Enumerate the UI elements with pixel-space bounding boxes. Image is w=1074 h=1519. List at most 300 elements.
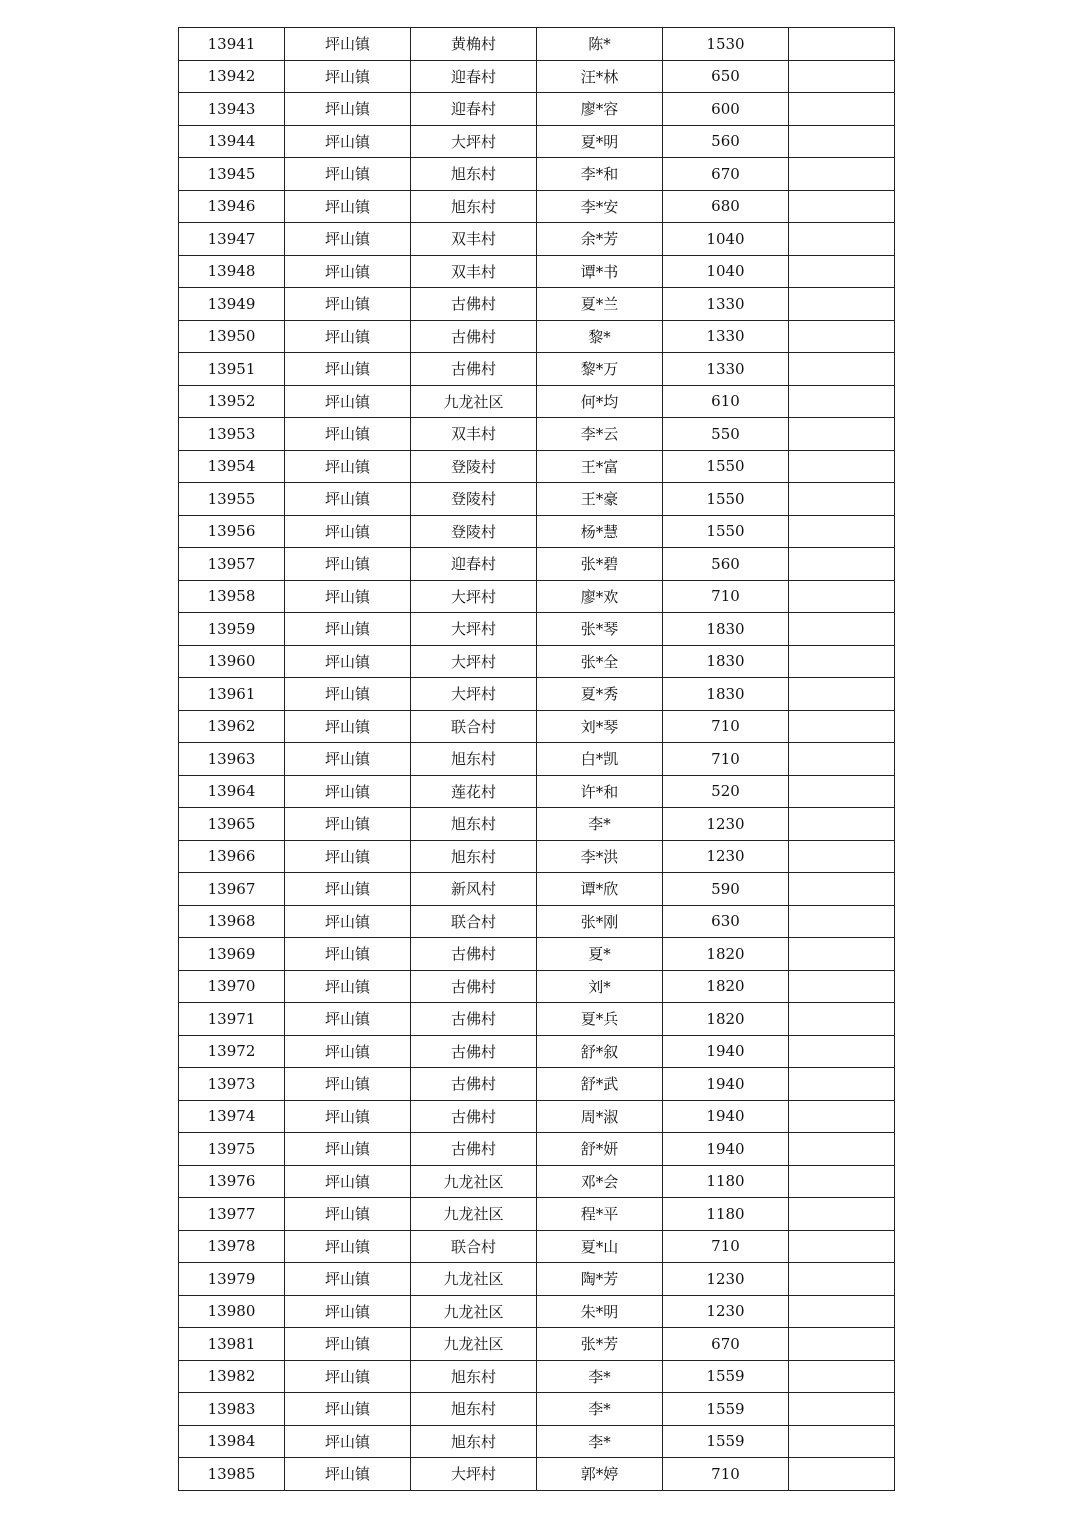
serial-number-cell: 13978 (179, 1230, 285, 1263)
village-cell: 迎春村 (411, 60, 537, 93)
township-cell: 坪山镇 (285, 1263, 411, 1296)
remark-cell (789, 938, 895, 971)
table-row (179, 1198, 895, 1231)
amount-cell: 650 (663, 60, 789, 93)
remark-cell (789, 1458, 895, 1491)
remark-cell (789, 1068, 895, 1101)
table-row (179, 905, 895, 938)
village-cell: 联合村 (411, 1230, 537, 1263)
township-cell: 坪山镇 (285, 1035, 411, 1068)
table-row (179, 1295, 895, 1328)
table-row (179, 320, 895, 353)
name-cell: 夏*秀 (537, 678, 663, 711)
township-cell: 坪山镇 (285, 1393, 411, 1426)
name-cell: 李*和 (537, 158, 663, 191)
amount-cell: 1550 (663, 483, 789, 516)
township-cell: 坪山镇 (285, 743, 411, 776)
village-cell: 登陵村 (411, 450, 537, 483)
remark-cell (789, 385, 895, 418)
serial-number-cell: 13959 (179, 613, 285, 646)
remark-cell (789, 1230, 895, 1263)
remark-cell (789, 580, 895, 613)
serial-number-cell: 13957 (179, 548, 285, 581)
township-cell: 坪山镇 (285, 873, 411, 906)
amount-cell: 680 (663, 190, 789, 223)
table-row (179, 60, 895, 93)
township-cell: 坪山镇 (285, 1425, 411, 1458)
township-cell: 坪山镇 (285, 808, 411, 841)
amount-cell: 1230 (663, 1295, 789, 1328)
township-cell: 坪山镇 (285, 613, 411, 646)
name-cell: 李* (537, 1360, 663, 1393)
serial-number-cell: 13963 (179, 743, 285, 776)
amount-cell: 1940 (663, 1100, 789, 1133)
table-row (179, 1458, 895, 1491)
serial-number-cell: 13968 (179, 905, 285, 938)
serial-number-cell: 13943 (179, 93, 285, 126)
serial-number-cell: 13979 (179, 1263, 285, 1296)
township-cell: 坪山镇 (285, 645, 411, 678)
table-row (179, 548, 895, 581)
village-cell: 古佛村 (411, 320, 537, 353)
table-row (179, 1393, 895, 1426)
township-cell: 坪山镇 (285, 710, 411, 743)
name-cell: 舒*叙 (537, 1035, 663, 1068)
remark-cell (789, 645, 895, 678)
name-cell: 汪*林 (537, 60, 663, 93)
serial-number-cell: 13961 (179, 678, 285, 711)
amount-cell: 710 (663, 1230, 789, 1263)
remark-cell (789, 1003, 895, 1036)
serial-number-cell: 13949 (179, 288, 285, 321)
serial-number-cell: 13969 (179, 938, 285, 971)
table-row (179, 288, 895, 321)
name-cell: 李* (537, 808, 663, 841)
name-cell: 张*碧 (537, 548, 663, 581)
amount-cell: 1040 (663, 223, 789, 256)
name-cell: 陶*芳 (537, 1263, 663, 1296)
township-cell: 坪山镇 (285, 158, 411, 191)
name-cell: 黎*万 (537, 353, 663, 386)
amount-cell: 1830 (663, 678, 789, 711)
serial-number-cell: 13982 (179, 1360, 285, 1393)
serial-number-cell: 13972 (179, 1035, 285, 1068)
remark-cell (789, 970, 895, 1003)
amount-cell: 1940 (663, 1133, 789, 1166)
remark-cell (789, 28, 895, 61)
township-cell: 坪山镇 (285, 1003, 411, 1036)
table-row (179, 873, 895, 906)
name-cell: 刘* (537, 970, 663, 1003)
village-cell: 古佛村 (411, 1100, 537, 1133)
township-cell: 坪山镇 (285, 223, 411, 256)
township-cell: 坪山镇 (285, 483, 411, 516)
amount-cell: 1180 (663, 1165, 789, 1198)
name-cell: 夏* (537, 938, 663, 971)
remark-cell (789, 1165, 895, 1198)
amount-cell: 1940 (663, 1035, 789, 1068)
serial-number-cell: 13975 (179, 1133, 285, 1166)
table-row (179, 28, 895, 61)
name-cell: 白*凯 (537, 743, 663, 776)
village-cell: 旭东村 (411, 840, 537, 873)
village-cell: 迎春村 (411, 548, 537, 581)
name-cell: 邓*会 (537, 1165, 663, 1198)
remark-cell (789, 483, 895, 516)
serial-number-cell: 13942 (179, 60, 285, 93)
serial-number-cell: 13944 (179, 125, 285, 158)
amount-cell: 610 (663, 385, 789, 418)
amount-cell: 1230 (663, 1263, 789, 1296)
amount-cell: 1830 (663, 645, 789, 678)
amount-cell: 600 (663, 93, 789, 126)
village-cell: 古佛村 (411, 1003, 537, 1036)
name-cell: 谭*书 (537, 255, 663, 288)
name-cell: 周*淑 (537, 1100, 663, 1133)
township-cell: 坪山镇 (285, 970, 411, 1003)
township-cell: 坪山镇 (285, 1458, 411, 1491)
name-cell: 朱*明 (537, 1295, 663, 1328)
name-cell: 李*洪 (537, 840, 663, 873)
serial-number-cell: 13956 (179, 515, 285, 548)
amount-cell: 1820 (663, 970, 789, 1003)
remark-cell (789, 353, 895, 386)
township-cell: 坪山镇 (285, 190, 411, 223)
amount-cell: 1530 (663, 28, 789, 61)
amount-cell: 560 (663, 548, 789, 581)
amount-cell: 1330 (663, 353, 789, 386)
table-row (179, 613, 895, 646)
table-row (179, 938, 895, 971)
village-cell: 古佛村 (411, 1133, 537, 1166)
remark-cell (789, 743, 895, 776)
serial-number-cell: 13953 (179, 418, 285, 451)
village-cell: 古佛村 (411, 938, 537, 971)
village-cell: 旭东村 (411, 158, 537, 191)
village-cell: 联合村 (411, 905, 537, 938)
name-cell: 刘*琴 (537, 710, 663, 743)
remark-cell (789, 418, 895, 451)
township-cell: 坪山镇 (285, 1133, 411, 1166)
name-cell: 廖*容 (537, 93, 663, 126)
village-cell: 大坪村 (411, 125, 537, 158)
table-row (179, 158, 895, 191)
amount-cell: 670 (663, 158, 789, 191)
village-cell: 旭东村 (411, 743, 537, 776)
table-row (179, 1263, 895, 1296)
remark-cell (789, 905, 895, 938)
township-cell: 坪山镇 (285, 288, 411, 321)
amount-cell: 710 (663, 580, 789, 613)
remark-cell (789, 255, 895, 288)
village-cell: 莲花村 (411, 775, 537, 808)
serial-number-cell: 13964 (179, 775, 285, 808)
township-cell: 坪山镇 (285, 840, 411, 873)
township-cell: 坪山镇 (285, 515, 411, 548)
name-cell: 夏*兵 (537, 1003, 663, 1036)
table-row (179, 353, 895, 386)
serial-number-cell: 13962 (179, 710, 285, 743)
remark-cell (789, 840, 895, 873)
amount-cell: 1550 (663, 450, 789, 483)
name-cell: 许*和 (537, 775, 663, 808)
name-cell: 王*富 (537, 450, 663, 483)
serial-number-cell: 13983 (179, 1393, 285, 1426)
table-row (179, 775, 895, 808)
table-row (179, 385, 895, 418)
township-cell: 坪山镇 (285, 1295, 411, 1328)
township-cell: 坪山镇 (285, 1230, 411, 1263)
amount-cell: 1940 (663, 1068, 789, 1101)
amount-cell: 1230 (663, 840, 789, 873)
name-cell: 陈* (537, 28, 663, 61)
remark-cell (789, 1328, 895, 1361)
village-cell: 迎春村 (411, 93, 537, 126)
table-row (179, 1360, 895, 1393)
remark-cell (789, 613, 895, 646)
village-cell: 登陵村 (411, 515, 537, 548)
amount-cell: 1559 (663, 1360, 789, 1393)
table-row (179, 1230, 895, 1263)
village-cell: 旭东村 (411, 190, 537, 223)
table-row (179, 515, 895, 548)
remark-cell (789, 1133, 895, 1166)
amount-cell: 550 (663, 418, 789, 451)
township-cell: 坪山镇 (285, 125, 411, 158)
village-cell: 九龙社区 (411, 385, 537, 418)
village-cell: 双丰村 (411, 255, 537, 288)
serial-number-cell: 13947 (179, 223, 285, 256)
remark-cell (789, 1425, 895, 1458)
table-row (179, 1003, 895, 1036)
table-row (179, 678, 895, 711)
table-row (179, 1328, 895, 1361)
township-cell: 坪山镇 (285, 450, 411, 483)
table-row (179, 190, 895, 223)
name-cell: 程*平 (537, 1198, 663, 1231)
name-cell: 夏*明 (537, 125, 663, 158)
amount-cell: 1230 (663, 808, 789, 841)
amount-cell: 1559 (663, 1393, 789, 1426)
village-cell: 古佛村 (411, 288, 537, 321)
amount-cell: 710 (663, 710, 789, 743)
township-cell: 坪山镇 (285, 93, 411, 126)
name-cell: 李*云 (537, 418, 663, 451)
village-cell: 大坪村 (411, 645, 537, 678)
serial-number-cell: 13966 (179, 840, 285, 873)
village-cell: 大坪村 (411, 613, 537, 646)
village-cell: 九龙社区 (411, 1165, 537, 1198)
table-row (179, 450, 895, 483)
table-row (179, 1035, 895, 1068)
village-cell: 旭东村 (411, 1360, 537, 1393)
amount-cell: 710 (663, 1458, 789, 1491)
amount-cell: 1559 (663, 1425, 789, 1458)
village-cell: 古佛村 (411, 970, 537, 1003)
township-cell: 坪山镇 (285, 1328, 411, 1361)
table-row (179, 93, 895, 126)
table-row (179, 418, 895, 451)
village-cell: 古佛村 (411, 1068, 537, 1101)
serial-number-cell: 13971 (179, 1003, 285, 1036)
records-table-body (179, 28, 895, 1491)
village-cell: 大坪村 (411, 580, 537, 613)
name-cell: 王*豪 (537, 483, 663, 516)
remark-cell (789, 1360, 895, 1393)
township-cell: 坪山镇 (285, 255, 411, 288)
township-cell: 坪山镇 (285, 678, 411, 711)
village-cell: 九龙社区 (411, 1263, 537, 1296)
village-cell: 新风村 (411, 873, 537, 906)
serial-number-cell: 13948 (179, 255, 285, 288)
serial-number-cell: 13977 (179, 1198, 285, 1231)
name-cell: 黎* (537, 320, 663, 353)
table-row (179, 1100, 895, 1133)
township-cell: 坪山镇 (285, 385, 411, 418)
village-cell: 九龙社区 (411, 1295, 537, 1328)
table-row (179, 223, 895, 256)
serial-number-cell: 13954 (179, 450, 285, 483)
records-table (178, 27, 895, 1491)
remark-cell (789, 873, 895, 906)
table-row (179, 1425, 895, 1458)
village-cell: 九龙社区 (411, 1198, 537, 1231)
remark-cell (789, 223, 895, 256)
serial-number-cell: 13952 (179, 385, 285, 418)
township-cell: 坪山镇 (285, 1198, 411, 1231)
name-cell: 舒*武 (537, 1068, 663, 1101)
remark-cell (789, 678, 895, 711)
serial-number-cell: 13980 (179, 1295, 285, 1328)
name-cell: 谭*欣 (537, 873, 663, 906)
remark-cell (789, 548, 895, 581)
township-cell: 坪山镇 (285, 1068, 411, 1101)
amount-cell: 1040 (663, 255, 789, 288)
village-cell: 双丰村 (411, 418, 537, 451)
village-cell: 古佛村 (411, 1035, 537, 1068)
table-row (179, 840, 895, 873)
amount-cell: 1180 (663, 1198, 789, 1231)
amount-cell: 1830 (663, 613, 789, 646)
village-cell: 旭东村 (411, 1425, 537, 1458)
serial-number-cell: 13960 (179, 645, 285, 678)
amount-cell: 1330 (663, 320, 789, 353)
amount-cell: 590 (663, 873, 789, 906)
serial-number-cell: 13984 (179, 1425, 285, 1458)
remark-cell (789, 710, 895, 743)
table-row (179, 743, 895, 776)
remark-cell (789, 158, 895, 191)
name-cell: 张*全 (537, 645, 663, 678)
township-cell: 坪山镇 (285, 775, 411, 808)
name-cell: 张*琴 (537, 613, 663, 646)
township-cell: 坪山镇 (285, 1165, 411, 1198)
serial-number-cell: 13974 (179, 1100, 285, 1133)
serial-number-cell: 13965 (179, 808, 285, 841)
village-cell: 大坪村 (411, 678, 537, 711)
serial-number-cell: 13970 (179, 970, 285, 1003)
name-cell: 李* (537, 1425, 663, 1458)
amount-cell: 1550 (663, 515, 789, 548)
amount-cell: 560 (663, 125, 789, 158)
township-cell: 坪山镇 (285, 320, 411, 353)
remark-cell (789, 125, 895, 158)
amount-cell: 520 (663, 775, 789, 808)
village-cell: 大坪村 (411, 1458, 537, 1491)
village-cell: 登陵村 (411, 483, 537, 516)
name-cell: 何*均 (537, 385, 663, 418)
name-cell: 张*刚 (537, 905, 663, 938)
name-cell: 廖*欢 (537, 580, 663, 613)
name-cell: 李*安 (537, 190, 663, 223)
name-cell: 李* (537, 1393, 663, 1426)
township-cell: 坪山镇 (285, 60, 411, 93)
amount-cell: 670 (663, 1328, 789, 1361)
serial-number-cell: 13946 (179, 190, 285, 223)
remark-cell (789, 320, 895, 353)
serial-number-cell: 13958 (179, 580, 285, 613)
remark-cell (789, 1295, 895, 1328)
remark-cell (789, 288, 895, 321)
table-row (179, 483, 895, 516)
name-cell: 张*芳 (537, 1328, 663, 1361)
remark-cell (789, 775, 895, 808)
township-cell: 坪山镇 (285, 418, 411, 451)
remark-cell (789, 1035, 895, 1068)
township-cell: 坪山镇 (285, 548, 411, 581)
name-cell: 夏*山 (537, 1230, 663, 1263)
table-row (179, 1068, 895, 1101)
name-cell: 郭*婷 (537, 1458, 663, 1491)
remark-cell (789, 1198, 895, 1231)
township-cell: 坪山镇 (285, 1360, 411, 1393)
name-cell: 余*芳 (537, 223, 663, 256)
serial-number-cell: 13967 (179, 873, 285, 906)
township-cell: 坪山镇 (285, 580, 411, 613)
table-row (179, 1165, 895, 1198)
table-row (179, 710, 895, 743)
serial-number-cell: 13945 (179, 158, 285, 191)
remark-cell (789, 1100, 895, 1133)
remark-cell (789, 808, 895, 841)
amount-cell: 1820 (663, 1003, 789, 1036)
table-row (179, 580, 895, 613)
name-cell: 杨*慧 (537, 515, 663, 548)
table-row (179, 808, 895, 841)
township-cell: 坪山镇 (285, 353, 411, 386)
remark-cell (789, 1263, 895, 1296)
remark-cell (789, 93, 895, 126)
township-cell: 坪山镇 (285, 1100, 411, 1133)
serial-number-cell: 13976 (179, 1165, 285, 1198)
serial-number-cell: 13955 (179, 483, 285, 516)
remark-cell (789, 190, 895, 223)
remark-cell (789, 60, 895, 93)
village-cell: 旭东村 (411, 808, 537, 841)
village-cell: 古佛村 (411, 353, 537, 386)
serial-number-cell: 13985 (179, 1458, 285, 1491)
amount-cell: 630 (663, 905, 789, 938)
table-row (179, 645, 895, 678)
table-row (179, 970, 895, 1003)
table-row (179, 255, 895, 288)
township-cell: 坪山镇 (285, 28, 411, 61)
village-cell: 九龙社区 (411, 1328, 537, 1361)
serial-number-cell: 13973 (179, 1068, 285, 1101)
township-cell: 坪山镇 (285, 938, 411, 971)
remark-cell (789, 1393, 895, 1426)
table-row (179, 125, 895, 158)
